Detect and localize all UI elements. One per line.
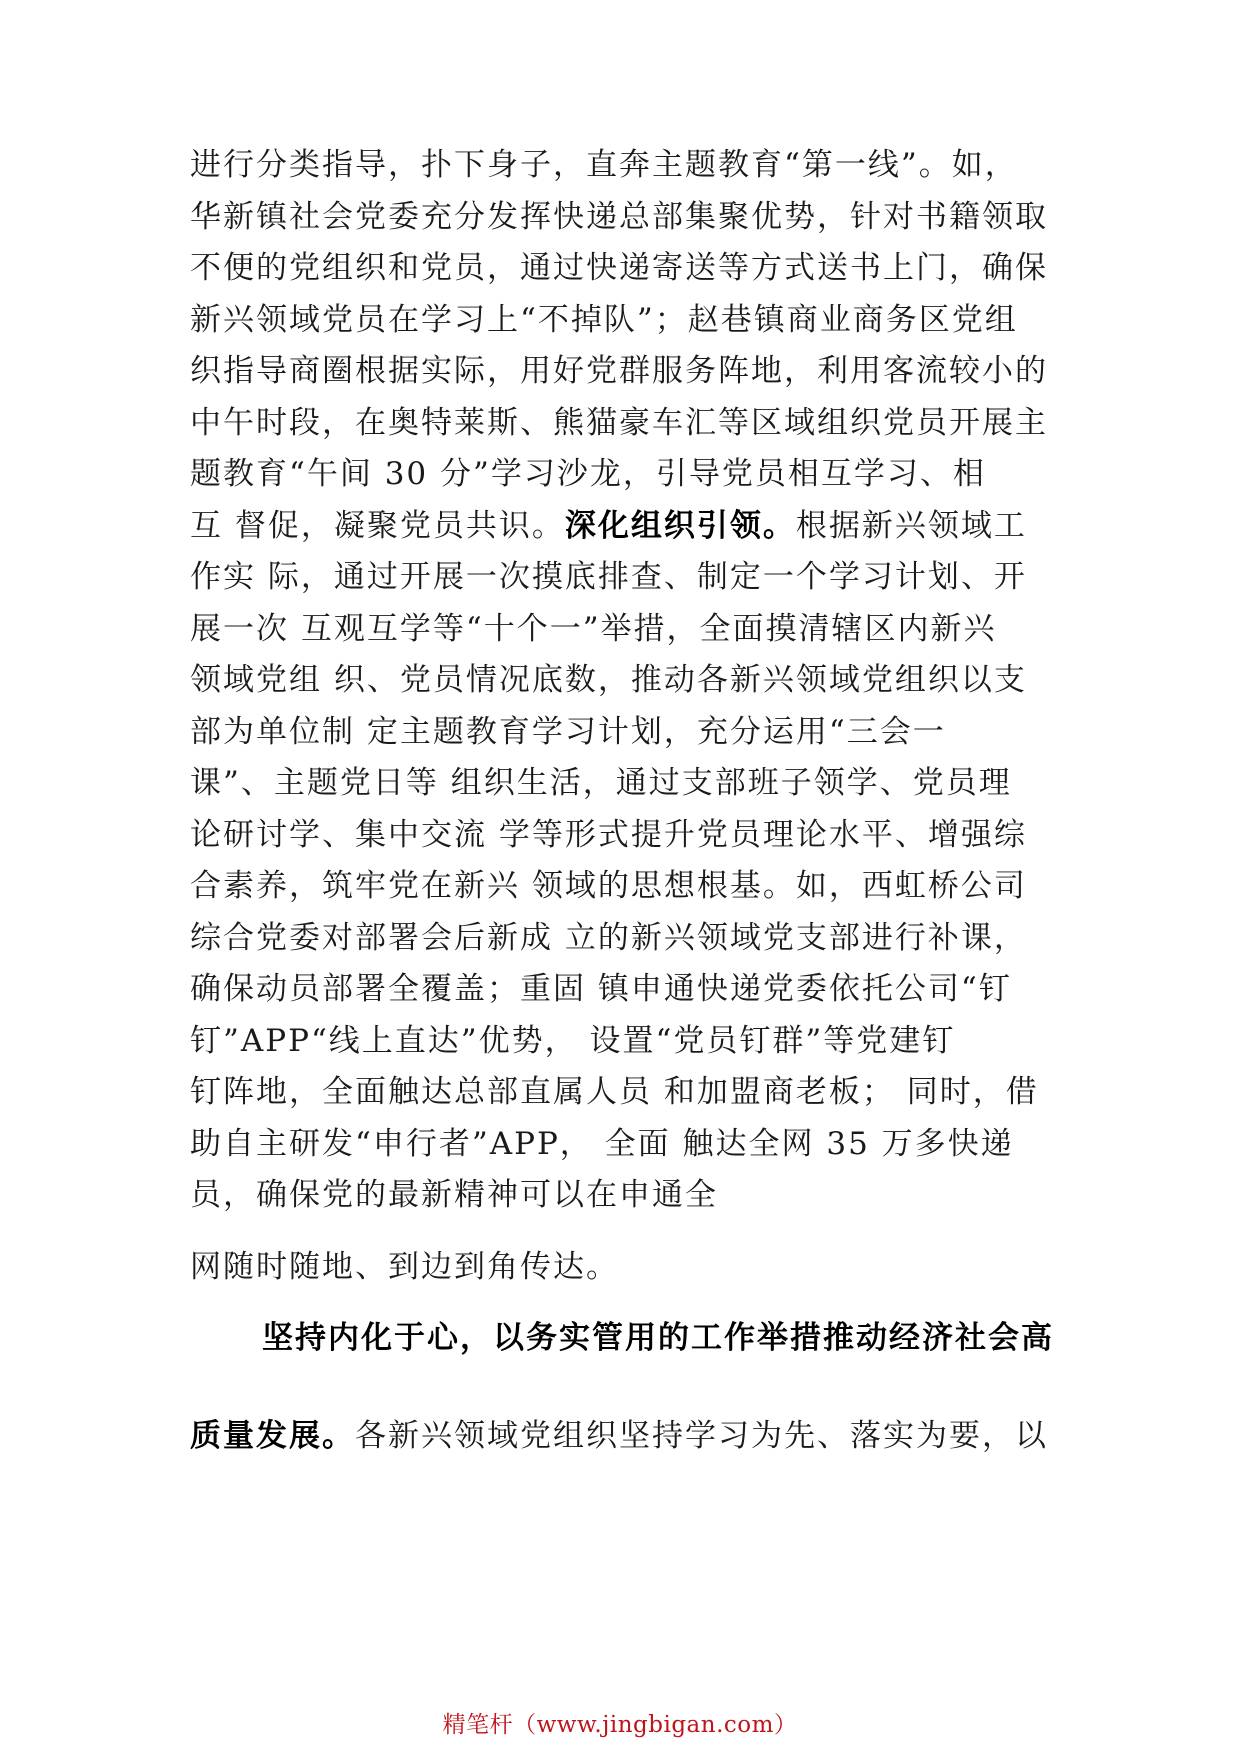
text-line: 钉”APP“线上直达”优势， 设置“党员钉群”等党建钉 [190,1022,956,1059]
section-heading: 坚持内化于心，以务实管用的工作举措推动经济社会高 [262,1320,1054,1356]
text-line: 领域党组 织、党员情况底数，推动各新兴领域党组织以支 [190,662,1027,698]
paragraph-gap [190,1293,1060,1313]
bold-lead-phrase: 质量发展。 [190,1417,355,1454]
text-line-with-bold [190,501,1060,553]
paragraph-gap [190,1222,1060,1242]
bold-lead-phrase: 深化组织引领。 [564,507,796,544]
text-segment: 根据新兴领域工 [795,507,1027,544]
text-line: 展一次 互观互学等“十个一”举措，全面摸清辖区内新兴 [190,610,997,647]
text-line: 网随时随地、到边到角传达。 [190,1248,619,1285]
text-line: 中午时段，在奥特莱斯、熊猫豪车汇等区域组织党员开展主 [190,404,1048,441]
text-line: 确保动员部署全覆盖；重固 镇申通快递党委依托公司“钉 [190,971,1012,1007]
text-line: 进行分类指导，扑下身子，直奔主题教育“第一线”。如， [190,147,1018,183]
text-segment: 互 督促，凝聚党员共识。 [190,507,565,544]
text-line-with-bold [190,1411,1060,1463]
text-line: 织指导商圈根据实际，用好党群服务阵地，利用客流较小的 [190,353,1048,389]
text-line: 论研讨学、集中交流 学等形式提升党员理论水平、增强综 [190,816,1027,853]
footer-watermark: 精笔杆（www.jingbigan.com） [442,1712,798,1738]
paragraph-gap [190,1365,1060,1411]
text-line: 课”、主题党日等 组织生活，通过支部班子领学、党员理 [190,765,1012,801]
text-line: 不便的党组织和党员，通过快递寄送等方式送书上门，确保 [190,250,1048,286]
text-line: 合素养，筑牢党在新兴 领域的思想根基。如，西虹桥公司 [190,868,1027,904]
text-line: 员，确保党的最新精神可以在申通全 [190,1177,718,1213]
text-line: 助自主研发“申行者”APP， 全面 触达全网 35 万多快递 [190,1125,1014,1162]
text-line: 综合党委对部署会后新成 立的新兴领域党支部进行补课， [190,919,1027,956]
body-text [190,140,1060,1462]
text-line: 题教育“午间 30 分”学习沙龙，引导党员相互学习、相 [190,456,986,492]
text-segment: 各新兴领域党组织坚持学习为先、落实为要，以 [355,1417,1048,1454]
text-line: 钉阵地，全面触达总部直属人员 和加盟商老板； 同时，借 [190,1074,1039,1110]
text-line: 作实 际，通过开展一次摸底排查、制定一个学习计划、开 [190,559,1027,595]
text-line: 华新镇社会党委充分发挥快递总部集聚优势，针对书籍领取 [190,198,1048,235]
text-line: 部为单位制 定主题教育学习计划，充分运用“三会一 [190,713,946,750]
text-line: 新兴领域党员在学习上“不掉队”；赵巷镇商业商务区党组 [190,301,1018,338]
